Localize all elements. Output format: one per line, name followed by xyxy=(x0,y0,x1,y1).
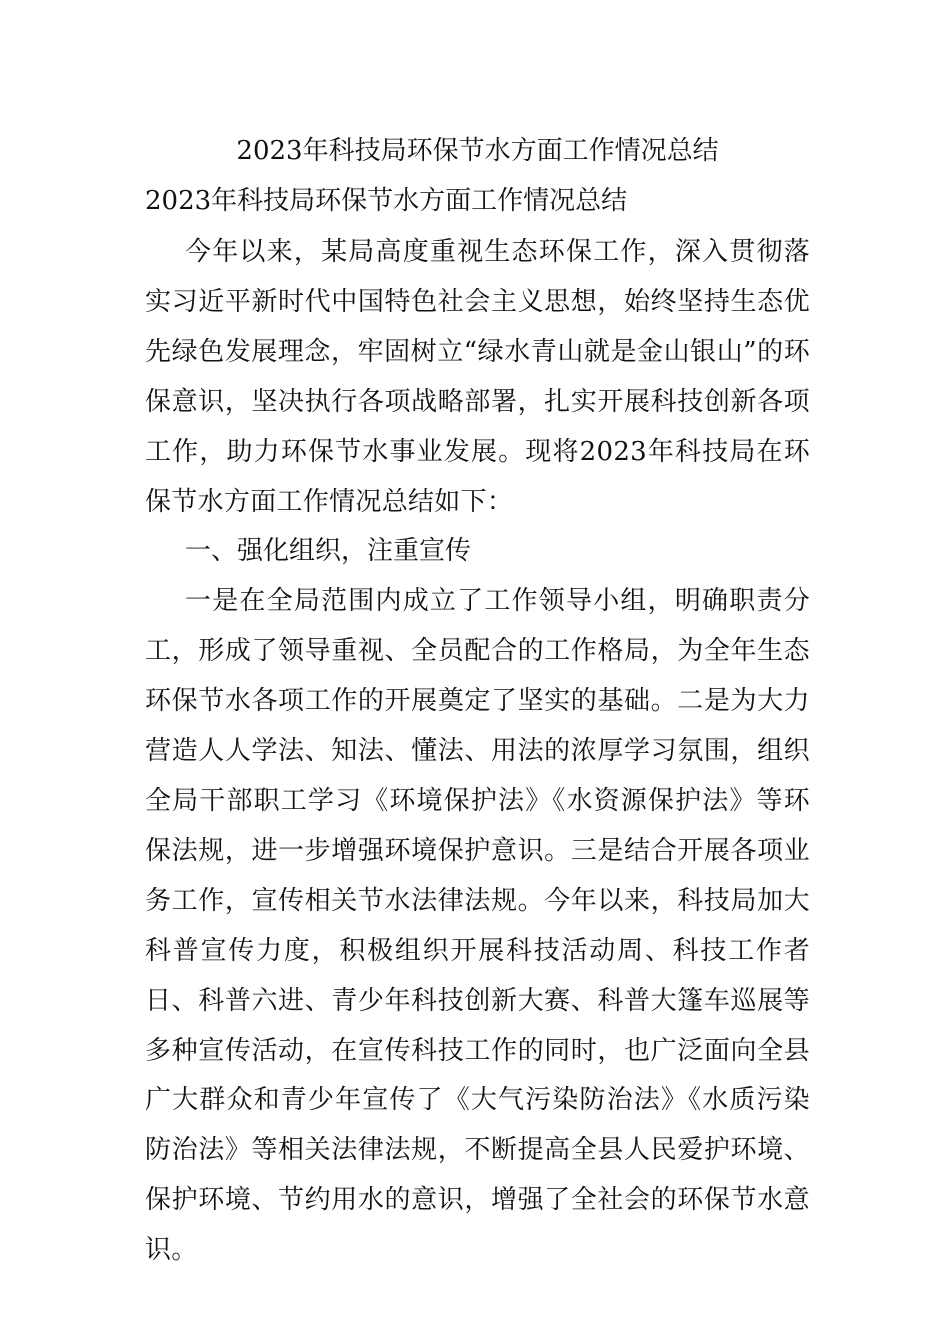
section-1-heading: 一、强化组织，注重宣传 xyxy=(185,536,472,567)
document-subtitle: 2023年科技局环保节水方面工作情况总结 xyxy=(145,186,628,216)
document-title: 2023年科技局环保节水方面工作情况总结 xyxy=(236,136,719,166)
document-body xyxy=(145,129,810,1276)
intro-paragraph: 今年以来，某局高度重视生态环保工作，深入贯彻落实习近平新时代中国特色社会主义思想，始终坚持生态优先绿色发展理念，牢固树立“绿水青山就是金山银山”的环保意识，坚决执行各项战略部署，扎实开展科技创新各项工作，助力环保节水事业发展。现将2023年科技局在环保节水方面工作情况总结如下： xyxy=(145,237,810,517)
section-1-paragraph: 一是在全局范围内成立了工作领导小组，明确职责分工，形成了领导重视、全员配合的工作格局，为全年生态环保节水各项工作的开展奠定了坚实的基础。二是为大力营造人人学法、知法、懂法、用法的浓厚学习氛围，组织全局干部职工学习《环境保护法》《水资源保护法》等环保法规，进一步增强环境保护意识。三是结合开展各项业务工作，宣传相关节水法律法规。今年以来，科技局加大科普宣传力度，积极组织开展科技活动周、科技工作者日、科普六进、青少年科技创新大赛、科普大篷车巡展等多种宣传活动，在宣传科技工作的同时，也广泛面向全县广大群众和青少年宣传了《大气污染防治法》《水质污染防治法》等相关法律法规，不断提高全县人民爱护环境、保护环境、节约用水的意识，增强了全社会的环保节水意识。 xyxy=(145,586,810,1266)
